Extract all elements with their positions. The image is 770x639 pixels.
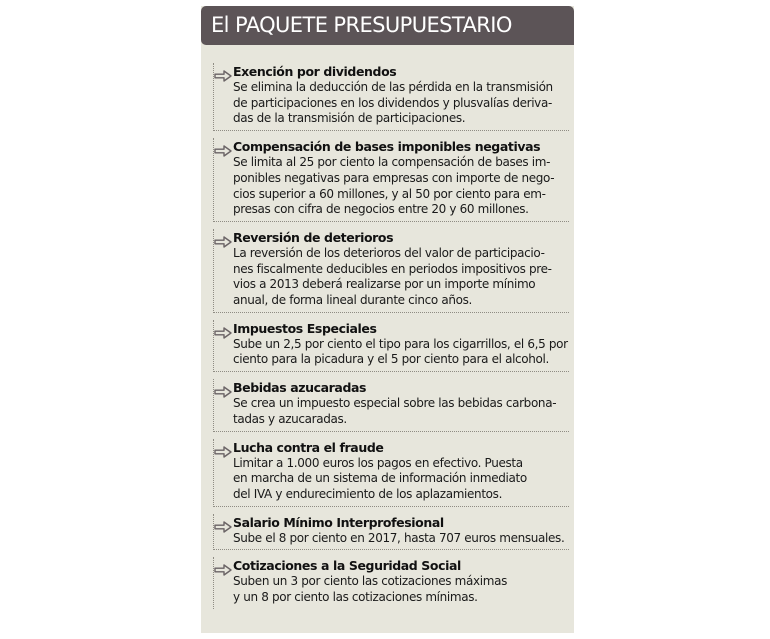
list-item: [213, 63, 569, 131]
item-title: Bebidas azucaradas: [233, 380, 367, 396]
item-text-line: La reversión de los deterioros del valor de participacio-: [233, 245, 545, 260]
item-text-line: presas con cifra de negocios entre 20 y 60 millones.: [233, 202, 529, 217]
item-text-line: vios a 2013 deberá realizarse por un importe mínimo: [233, 277, 536, 292]
list-item: [213, 557, 569, 608]
item-text-line: Suben un 3 por ciento las cotizaciones máximas: [233, 574, 507, 589]
item-text-line: Se crea un impuesto especial sobre las bebidas carbona-: [233, 396, 557, 411]
item-title: Reversión de deterioros: [233, 229, 394, 245]
item-title: Exención por dividendos: [233, 64, 397, 79]
panel-title: El PAQUETE PRESUPUESTARIO: [201, 6, 574, 45]
item-text-line: en marcha de un sistema de información inmediato: [233, 471, 527, 486]
item-text-line: tadas y azucaradas.: [233, 411, 347, 426]
arrow-right-icon: [214, 386, 232, 398]
item-text-line: ponibles negativas para empresas con importe de nego-: [233, 170, 555, 185]
item-text-line: cios superior a 60 millones, y al 50 por ciento para em-: [233, 186, 546, 201]
item-text-line: de participaciones en los dividendos y plusvalías deriva-: [233, 95, 552, 110]
item-title: Cotizaciones a la Seguridad Social: [233, 558, 461, 574]
item-title: Salario Mínimo Interprofesional: [233, 514, 444, 530]
item-text-line: Limitar a 1.000 euros los pagos en efectivo. Puesta: [233, 455, 523, 470]
item-text-line: y un 8 por ciento las cotizaciones mínimas.: [233, 590, 478, 605]
item-list: [213, 63, 569, 616]
arrow-right-icon: [214, 564, 232, 576]
item-text-line: Sube el 8 por ciento en 2017, hasta 707 euros mensuales.: [233, 530, 565, 545]
arrow-right-icon: [214, 70, 232, 82]
item-text-line: del IVA y endurecimiento de los aplazamientos.: [233, 486, 503, 501]
item-text-line: das de la transmisión de participaciones.: [233, 111, 466, 126]
arrow-right-icon: [214, 327, 232, 339]
list-item: [213, 514, 569, 551]
list-item: [213, 379, 569, 431]
list-item: [213, 229, 569, 313]
item-text-line: Se limita al 25 por ciento la compensación de bases im-: [233, 155, 551, 170]
arrow-right-icon: [214, 446, 232, 458]
item-text-line: ciento para la picadura y el 5 por ciento para el alcohol.: [233, 352, 549, 367]
list-item: [213, 138, 569, 222]
item-title: Impuestos Especiales: [233, 320, 377, 336]
item-text-line: nes fiscalmente deducibles en periodos impositivos pre-: [233, 261, 552, 276]
arrow-right-icon: [214, 521, 232, 533]
item-text-line: Sube un 2,5 por ciento el tipo para los cigarrillos, el 6,5 por: [233, 336, 568, 351]
item-title: Lucha contra el fraude: [233, 439, 384, 455]
arrow-right-icon: [214, 236, 232, 248]
item-text-line: anual, de forma lineal durante cinco años.: [233, 293, 472, 308]
item-title: Compensación de bases imponibles negativas: [233, 139, 541, 155]
list-item: [213, 320, 569, 372]
arrow-right-icon: [214, 145, 232, 157]
list-item: [213, 439, 569, 507]
item-text-line: Se elimina la deducción de las pérdida en la transmisión: [233, 80, 553, 94]
